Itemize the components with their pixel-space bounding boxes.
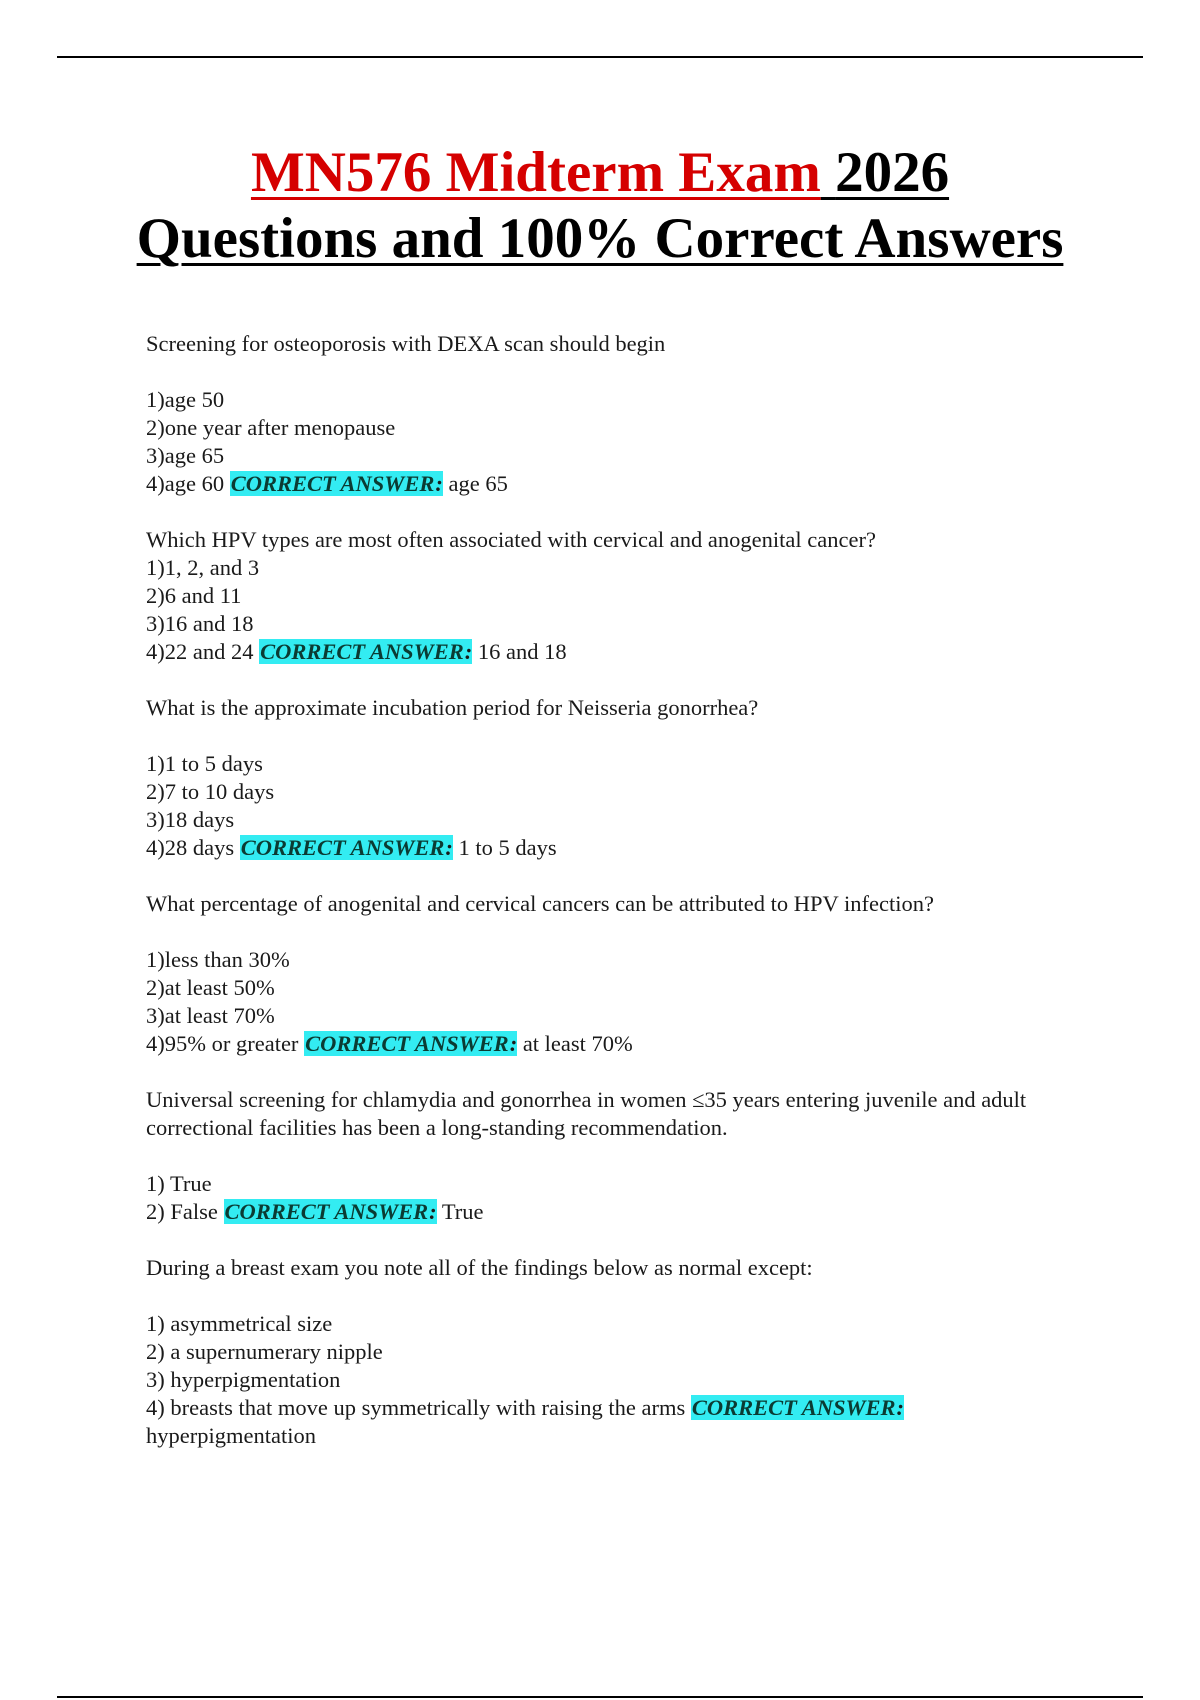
option-with-answer: 2) False CORRECT ANSWER: True bbox=[146, 1199, 484, 1224]
top-rule bbox=[57, 56, 1143, 58]
option: 2) a supernumerary nipple bbox=[146, 1339, 383, 1364]
option: 1) True bbox=[146, 1171, 212, 1196]
option: 4)95% or greater bbox=[146, 1031, 299, 1056]
option: 2) False bbox=[146, 1199, 218, 1224]
option: 3)18 days bbox=[146, 807, 235, 832]
question-text: Screening for osteoporosis with DEXA scan should begin bbox=[146, 331, 666, 356]
correct-answer-label: CORRECT ANSWER bbox=[240, 835, 445, 860]
option: 1)age 50 bbox=[146, 387, 225, 412]
option: 3)age 65 bbox=[146, 443, 225, 468]
option-with-answer: 4)28 days CORRECT ANSWER: 1 to 5 days bbox=[146, 835, 557, 860]
option: 2)7 to 10 days bbox=[146, 779, 275, 804]
title-year: 2026 bbox=[835, 141, 950, 204]
question-list bbox=[146, 330, 1066, 1450]
correct-answer-value: True bbox=[441, 1199, 484, 1224]
correct-answer-label: CORRECT ANSWER bbox=[691, 1395, 896, 1420]
option: 4)age 60 bbox=[146, 471, 225, 496]
option: 4)22 and 24 bbox=[146, 639, 254, 664]
option: 4)28 days bbox=[146, 835, 235, 860]
option: 3) hyperpigmentation bbox=[146, 1367, 341, 1392]
question-text: What percentage of anogenital and cervical cancers can be attributed to HPV infection? bbox=[146, 891, 934, 916]
question-text: During a breast exam you note all of the findings below as normal except: bbox=[146, 1255, 813, 1280]
option: 1)1 to 5 days bbox=[146, 751, 263, 776]
option: 2)at least 50% bbox=[146, 975, 275, 1000]
question-5 bbox=[146, 1086, 1066, 1226]
option-with-answer: 4) breasts that move up symmetrically with raising the arms CORRECT ANSWER: bbox=[146, 1395, 905, 1420]
option: 1) asymmetrical size bbox=[146, 1311, 333, 1336]
option-with-answer: 4)95% or greater CORRECT ANSWER: at least 70% bbox=[146, 1031, 633, 1056]
correct-answer-label: CORRECT ANSWER bbox=[260, 639, 464, 664]
option: 1)less than 30% bbox=[146, 947, 290, 972]
option: 1)1, 2, and 3 bbox=[146, 555, 260, 580]
question-text: What is the approximate incubation period for Neisseria gonorrhea? bbox=[146, 695, 759, 720]
correct-answer-label: CORRECT ANSWER bbox=[230, 471, 435, 496]
question-4 bbox=[146, 890, 1066, 1058]
correct-answer-value: 16 and 18 bbox=[477, 639, 567, 664]
correct-answer-label: CORRECT ANSWER bbox=[305, 1031, 509, 1056]
correct-answer-label: CORRECT ANSWER bbox=[224, 1199, 429, 1224]
bottom-rule bbox=[57, 1696, 1143, 1698]
correct-answer-value: at least 70% bbox=[522, 1031, 633, 1056]
option: 3)16 and 18 bbox=[146, 611, 254, 636]
question-text: Universal screening for chlamydia and gonorrhea in women ≤35 years entering juvenile and adult correctional facilities has been a long-standing recommendation. bbox=[146, 1087, 1027, 1140]
option: 2)one year after menopause bbox=[146, 415, 396, 440]
correct-answer-value: hyperpigmentation bbox=[146, 1423, 316, 1448]
question-text: Which HPV types are most often associated with cervical and anogenital cancer? bbox=[146, 527, 876, 552]
option-with-answer: 4)22 and 24 CORRECT ANSWER: 16 and 18 bbox=[146, 639, 567, 664]
option: 3)at least 70% bbox=[146, 1003, 275, 1028]
title-red-part: MN576 Midterm Exam bbox=[250, 141, 821, 204]
option: 4) breasts that move up symmetrically with raising the arms bbox=[146, 1395, 686, 1420]
option-with-answer: 4)age 60 CORRECT ANSWER: age 65 bbox=[146, 471, 508, 496]
correct-answer-value: age 65 bbox=[448, 471, 508, 496]
title-line-2: Questions and 100% Correct Answers bbox=[136, 207, 1064, 270]
option: 2)6 and 11 bbox=[146, 583, 242, 608]
question-1 bbox=[146, 330, 1066, 498]
correct-answer-value: 1 to 5 days bbox=[458, 835, 557, 860]
question-6 bbox=[146, 1254, 1066, 1450]
question-3 bbox=[146, 694, 1066, 862]
question-2 bbox=[146, 526, 1066, 666]
document-title bbox=[0, 140, 1200, 272]
